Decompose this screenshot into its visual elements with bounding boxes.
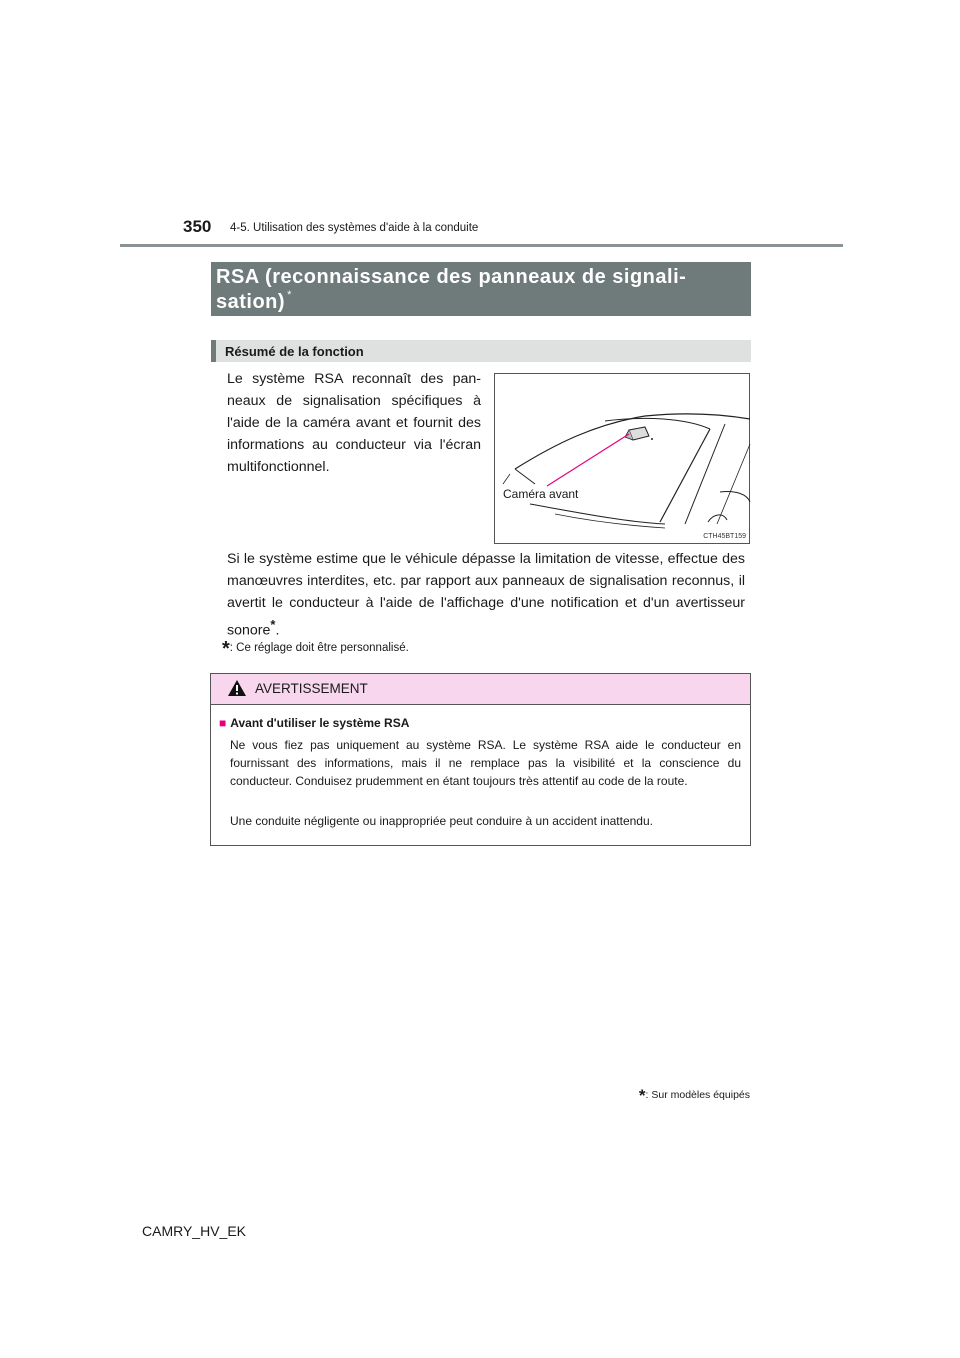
model-code: CAMRY_HV_EK <box>142 1223 247 1239</box>
warning-box <box>210 673 751 846</box>
chapter-title: 4-5. Utilisation des systèmes d'aide à la conduite <box>230 222 479 234</box>
camera-illustration <box>494 373 750 544</box>
warning-header <box>211 674 750 705</box>
intro-paragraph: Le système RSA reconnaît des pan-neaux de signalisation spécifiques à l'aide de la caméra avant et fournit des informations au conducteur via l'écran multifonctionnel. <box>227 371 481 475</box>
warning-text-2: Une conduite négligente ou inappropriée peut conduire à un accident inattendu. <box>230 814 653 828</box>
equipment-note-text: : Sur modèles équipés <box>645 1089 750 1101</box>
detail-paragraph <box>227 548 745 642</box>
subsection-heading <box>211 340 751 362</box>
title-line-2-text: sation) <box>216 291 286 313</box>
figure-code: CTH45BT159 <box>703 533 746 540</box>
warning-triangle-icon <box>227 679 247 697</box>
equipment-note <box>590 1086 750 1106</box>
bullet-square-icon: ■ <box>219 716 227 730</box>
header-rule <box>120 244 843 247</box>
section-title-bar <box>211 262 751 316</box>
windshield-drawing <box>495 374 751 545</box>
subsection-heading-text: Résumé de la fonction <box>225 344 364 359</box>
equipment-note-asterisk: * <box>638 1086 646 1105</box>
title-asterisk: * <box>287 289 292 301</box>
warning-text-1: Ne vous fiez pas uniquement au système RSA. Le système RSA aide le conducteur en fournissant des informations, mais il ne remplace pas la visibilité et la conscience du conducteur. Conduisez prudemment en étant toujours très attentif au code de la route. <box>230 738 741 788</box>
footnote <box>222 638 409 661</box>
warning-item-title-text: Avant d'utiliser le système RSA <box>230 716 410 730</box>
title-line-1: RSA (reconnaissance des panneaux de signali- <box>216 266 687 288</box>
page-number: 350 <box>183 217 212 236</box>
footnote-text: : Ce réglage doit être personnalisé. <box>229 642 409 654</box>
detail-text: Si le système estime que le véhicule dépasse la limitation de vitesse, effectue des manœuvres interdites, etc. par rapport aux panneaux de signalisation reconnus, il avertit le conducteur à l'aide de l'affichage d'une notification et d'un avertisseur sonore <box>227 551 745 639</box>
title-line-2 <box>216 291 292 314</box>
detail-asterisk: * <box>270 617 276 632</box>
heading-accent-bar <box>211 340 216 362</box>
footnote-asterisk: * <box>222 638 230 660</box>
camera-label: Caméra avant <box>503 487 579 501</box>
warning-label: AVERTISSEMENT <box>255 681 368 696</box>
detail-end: . <box>275 622 280 639</box>
warning-item-title <box>219 716 409 730</box>
